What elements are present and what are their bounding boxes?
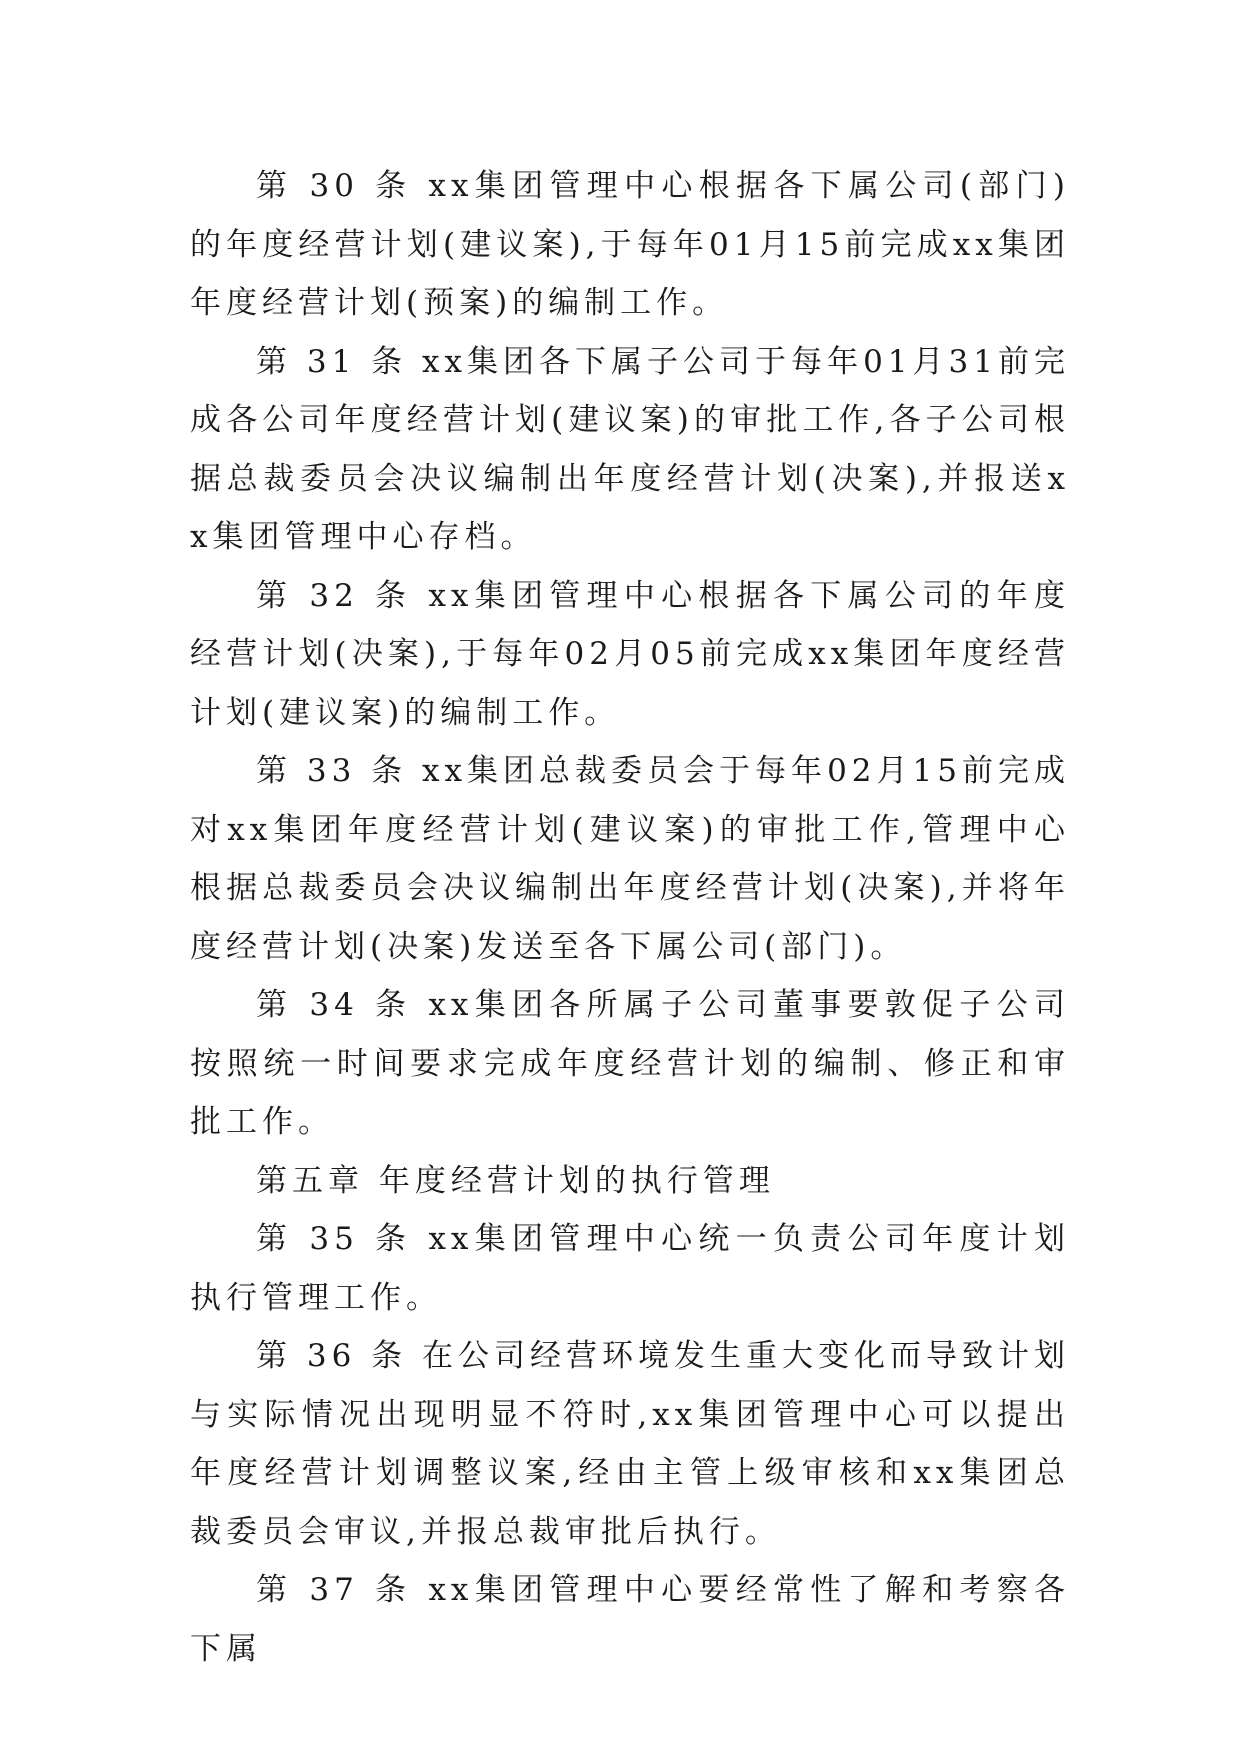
article-34-paragraph: 第 34 条 xx集团各所属子公司董事要敦促子公司按照统一时间要求完成年度经营计划的编制、修正和审批工作。 [190, 987, 1070, 1140]
article-33-paragraph: 第 33 条 xx集团总裁委员会于每年02月15前完成对xx集团年度经营计划(建议案)的审批工作,管理中心根据总裁委员会决议编制出年度经营计划(决案),并将年度经营计划(决案)发送至各下属公司(部门)。 [190, 753, 1070, 965]
article-31-paragraph: 第 31 条 xx集团各下属子公司于每年01月31前完成各公司年度经营计划(建议案)的审批工作,各子公司根据总裁委员会决议编制出年度经营计划(决案),并报送xx集团管理中心存档。 [190, 343, 1070, 555]
chapter-5-heading: 第五章 年度经营计划的执行管理 [256, 1162, 775, 1199]
article-37-paragraph: 第 37 条 xx集团管理中心要经常性了解和考察各下属 [190, 1572, 1070, 1667]
article-30-paragraph: 第 30 条 xx集团管理中心根据各下属公司(部门)的年度经营计划(建议案),于每年01月15前完成xx集团年度经营计划(预案)的编制工作。 [190, 168, 1070, 321]
document-body [190, 157, 1070, 1678]
article-35-paragraph: 第 35 条 xx集团管理中心统一负责公司年度计划执行管理工作。 [190, 1221, 1070, 1316]
article-36-paragraph: 第 36 条 在公司经营环境发生重大变化而导致计划与实际情况出现明显不符时,xx集团管理中心可以提出年度经营计划调整议案,经由主管上级审核和xx集团总裁委员会审议,并报总裁审批后执行。 [190, 1338, 1071, 1550]
article-32-paragraph: 第 32 条 xx集团管理中心根据各下属公司的年度经营计划(决案),于每年02月05前完成xx集团年度经营计划(建议案)的编制工作。 [190, 577, 1070, 731]
